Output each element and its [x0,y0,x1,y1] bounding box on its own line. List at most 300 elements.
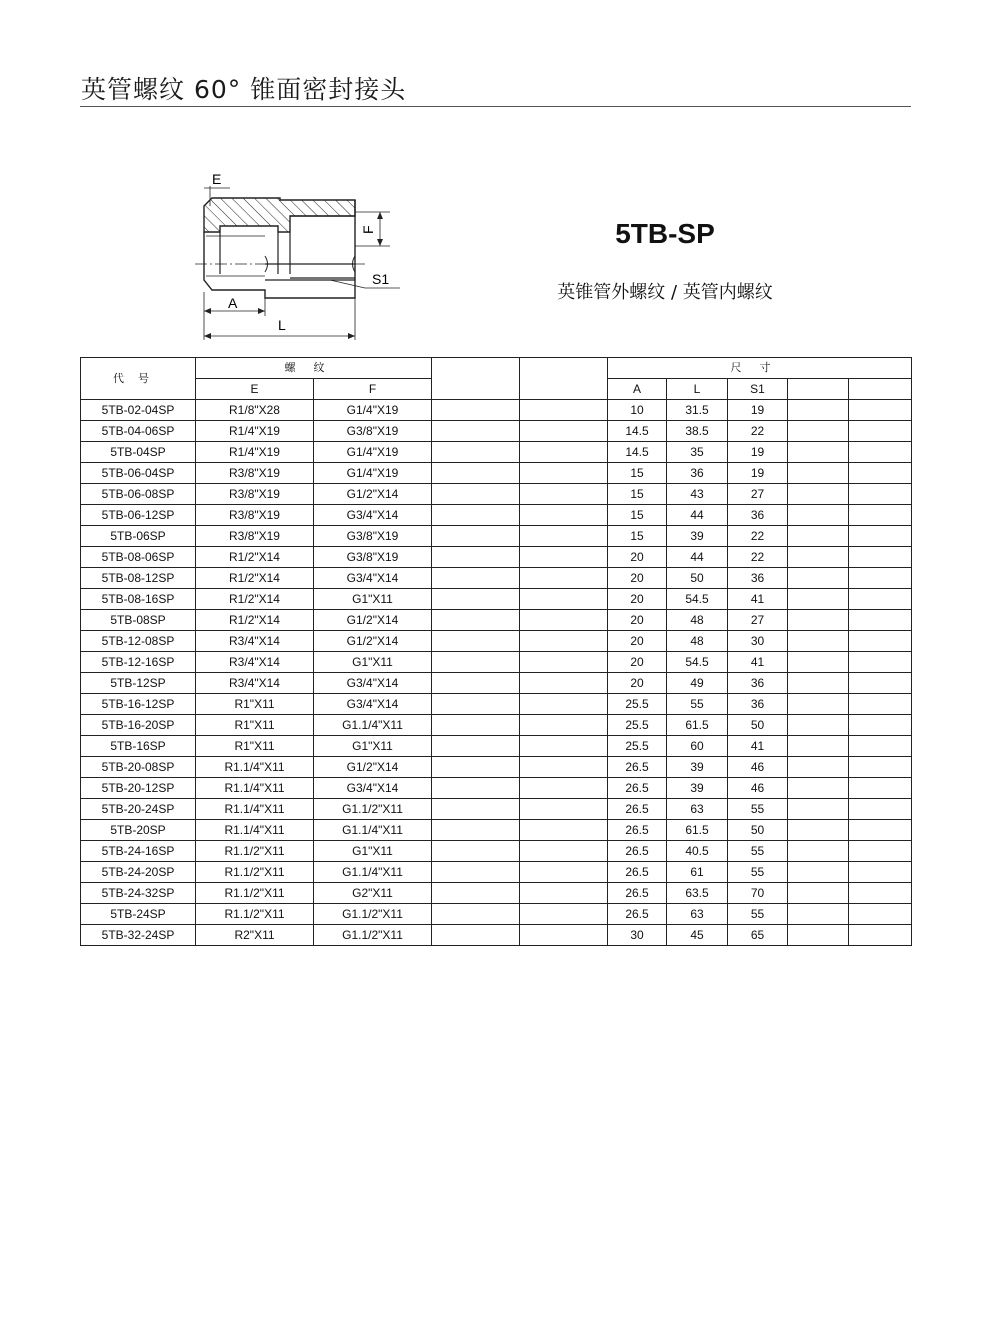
cell-blank [432,463,520,484]
table-row [81,799,912,820]
cell-dim-a: 15 [608,505,667,526]
cell-dim-l: 60 [667,736,728,757]
table-row [81,400,912,421]
cell-blank [788,904,849,925]
cell-dim-l: 36 [667,463,728,484]
label-s1: S1 [372,271,390,287]
cell-thread-e: R1.1/4"X11 [196,757,314,778]
header-blank-1 [432,358,520,400]
cell-code: 5TB-12SP [81,673,196,694]
cell-thread-f: G1/4"X19 [314,400,432,421]
cell-blank [788,484,849,505]
cell-dim-s1: 50 [728,820,788,841]
cell-dim-s1: 36 [728,505,788,526]
fitting-drawing [190,168,405,348]
cell-thread-f: G1"X11 [314,736,432,757]
header-blank-2 [520,358,608,400]
cell-blank [520,484,608,505]
cell-thread-e: R1"X11 [196,694,314,715]
model-number: 5TB-SP [615,218,715,249]
cell-blank [520,673,608,694]
cell-blank [432,715,520,736]
cell-blank [432,547,520,568]
cell-code: 5TB-12-08SP [81,631,196,652]
cell-code: 5TB-20-08SP [81,757,196,778]
cell-thread-e: R2"X11 [196,925,314,946]
cell-thread-f: G1"X11 [314,589,432,610]
cell-dim-a: 15 [608,484,667,505]
cell-code: 5TB-04SP [81,442,196,463]
page-title: 英管螺纹 60° 锥面密封接头 [81,75,407,104]
cell-thread-f: G1/2"X14 [314,610,432,631]
cell-thread-e: R1"X11 [196,736,314,757]
cell-dim-l: 43 [667,484,728,505]
cell-blank [432,736,520,757]
cell-blank [520,652,608,673]
cell-blank [788,589,849,610]
cell-blank [520,505,608,526]
cell-dim-s1: 22 [728,547,788,568]
cell-blank [849,820,912,841]
cell-dim-l: 63.5 [667,883,728,904]
table-row [81,904,912,925]
cell-dim-s1: 41 [728,736,788,757]
cell-dim-l: 39 [667,526,728,547]
cell-thread-f: G1/4"X19 [314,463,432,484]
cell-blank [849,736,912,757]
cell-blank [432,673,520,694]
table-row [81,610,912,631]
cell-dim-s1: 41 [728,652,788,673]
cell-code: 5TB-08-06SP [81,547,196,568]
spec-table [80,357,912,946]
cell-thread-f: G3/4"X14 [314,778,432,799]
cell-dim-s1: 27 [728,484,788,505]
cell-blank [432,421,520,442]
cell-code: 5TB-06SP [81,526,196,547]
cell-thread-e: R3/8"X19 [196,463,314,484]
cell-code: 5TB-08-16SP [81,589,196,610]
cell-blank [520,715,608,736]
cell-blank [520,778,608,799]
cell-blank [849,400,912,421]
cell-blank [788,841,849,862]
cell-dim-s1: 46 [728,757,788,778]
table-row [81,442,912,463]
cell-code: 5TB-16SP [81,736,196,757]
table-row [81,694,912,715]
cell-dim-l: 39 [667,757,728,778]
cell-dim-a: 25.5 [608,694,667,715]
cell-dim-a: 14.5 [608,442,667,463]
table-row [81,484,912,505]
cell-thread-f: G1.1/4"X11 [314,820,432,841]
cell-thread-f: G1.1/2"X11 [314,925,432,946]
cell-blank [520,589,608,610]
cell-dim-l: 61.5 [667,820,728,841]
cell-thread-f: G1.1/2"X11 [314,799,432,820]
cell-dim-a: 20 [608,673,667,694]
header-s1: S1 [728,379,788,400]
cell-blank [432,526,520,547]
cell-blank [849,673,912,694]
cell-thread-e: R1"X11 [196,715,314,736]
cell-dim-l: 55 [667,694,728,715]
cell-blank [520,841,608,862]
table-row [81,463,912,484]
table-row [81,736,912,757]
cell-dim-a: 26.5 [608,757,667,778]
cell-blank [849,925,912,946]
table-row [81,673,912,694]
cell-dim-a: 25.5 [608,736,667,757]
cell-blank [520,610,608,631]
table-row [81,631,912,652]
cell-thread-e: R3/8"X19 [196,484,314,505]
cell-blank [788,673,849,694]
cell-code: 5TB-16-20SP [81,715,196,736]
table-row [81,421,912,442]
cell-thread-e: R3/4"X14 [196,673,314,694]
cell-code: 5TB-12-16SP [81,652,196,673]
cell-blank [520,799,608,820]
cell-dim-a: 15 [608,463,667,484]
cell-blank [788,547,849,568]
cell-blank [849,715,912,736]
cell-blank [520,883,608,904]
cell-blank [849,484,912,505]
cell-dim-a: 26.5 [608,778,667,799]
cell-thread-e: R3/8"X19 [196,526,314,547]
table-row [81,925,912,946]
cell-thread-e: R1.1/4"X11 [196,799,314,820]
cell-blank [432,799,520,820]
cell-dim-s1: 46 [728,778,788,799]
table-row [81,589,912,610]
cell-blank [432,904,520,925]
cell-code: 5TB-20SP [81,820,196,841]
cell-dim-s1: 36 [728,673,788,694]
cell-dim-s1: 65 [728,925,788,946]
cell-blank [849,589,912,610]
cell-code: 5TB-16-12SP [81,694,196,715]
cell-blank [849,505,912,526]
cell-dim-a: 30 [608,925,667,946]
cell-thread-f: G1/2"X14 [314,484,432,505]
cell-code: 5TB-04-06SP [81,421,196,442]
cell-blank [432,841,520,862]
cell-dim-a: 20 [608,568,667,589]
cell-dim-a: 20 [608,610,667,631]
cell-dim-l: 61 [667,862,728,883]
cell-blank [432,631,520,652]
cell-blank [788,883,849,904]
cell-blank [849,799,912,820]
cell-blank [432,442,520,463]
cell-thread-e: R1/8"X28 [196,400,314,421]
cell-blank [788,505,849,526]
cell-blank [849,442,912,463]
cell-blank [849,526,912,547]
cell-dim-a: 15 [608,526,667,547]
cell-blank [849,421,912,442]
cell-dim-l: 31.5 [667,400,728,421]
cell-blank [849,841,912,862]
cell-blank [788,778,849,799]
cell-thread-e: R3/4"X14 [196,631,314,652]
title-divider [80,106,911,107]
cell-thread-f: G3/8"X19 [314,526,432,547]
cell-code: 5TB-06-12SP [81,505,196,526]
cell-blank [849,757,912,778]
cell-dim-s1: 50 [728,715,788,736]
cell-blank [849,568,912,589]
cell-blank [788,820,849,841]
table-row [81,883,912,904]
cell-dim-a: 10 [608,400,667,421]
cell-blank [788,736,849,757]
cell-dim-s1: 55 [728,841,788,862]
cell-dim-s1: 55 [728,862,788,883]
cell-thread-f: G2"X11 [314,883,432,904]
header-f: F [314,379,432,400]
cell-blank [849,694,912,715]
cell-thread-e: R1/2"X14 [196,589,314,610]
cell-thread-f: G3/4"X14 [314,694,432,715]
cell-blank [432,652,520,673]
cell-code: 5TB-24-32SP [81,883,196,904]
cell-blank [788,631,849,652]
cell-blank [520,694,608,715]
cell-code: 5TB-20-24SP [81,799,196,820]
cell-dim-l: 45 [667,925,728,946]
cell-blank [788,757,849,778]
table-row [81,568,912,589]
cell-blank [788,442,849,463]
table-row [81,526,912,547]
cell-dim-l: 54.5 [667,589,728,610]
cell-dim-l: 48 [667,610,728,631]
cell-dim-l: 44 [667,547,728,568]
cell-blank [520,925,608,946]
table-row [81,652,912,673]
cell-code: 5TB-02-04SP [81,400,196,421]
table-row [81,757,912,778]
label-f: F [360,225,376,234]
cell-dim-s1: 41 [728,589,788,610]
cell-thread-e: R1.1/4"X11 [196,820,314,841]
cell-thread-e: R1.1/2"X11 [196,841,314,862]
cell-blank [788,400,849,421]
cell-code: 5TB-32-24SP [81,925,196,946]
cell-thread-f: G3/4"X14 [314,568,432,589]
cell-blank [432,820,520,841]
cell-dim-a: 20 [608,631,667,652]
cell-blank [788,862,849,883]
cell-thread-e: R1.1/4"X11 [196,778,314,799]
header-e: E [196,379,314,400]
cell-thread-f: G3/4"X14 [314,505,432,526]
header-row-1 [81,358,912,379]
cell-thread-e: R1/2"X14 [196,547,314,568]
cell-dim-l: 61.5 [667,715,728,736]
cell-thread-e: R1/2"X14 [196,568,314,589]
cell-blank [520,631,608,652]
cell-blank [520,568,608,589]
cell-dim-a: 26.5 [608,904,667,925]
cell-code: 5TB-06-08SP [81,484,196,505]
cell-dim-a: 20 [608,652,667,673]
cell-dim-a: 14.5 [608,421,667,442]
table-row [81,547,912,568]
cell-blank [788,925,849,946]
cell-code: 5TB-24-20SP [81,862,196,883]
cell-dim-s1: 36 [728,568,788,589]
cell-thread-f: G3/4"X14 [314,673,432,694]
cell-dim-l: 38.5 [667,421,728,442]
cell-blank [849,610,912,631]
cell-dim-s1: 70 [728,883,788,904]
cell-dim-a: 20 [608,547,667,568]
cell-blank [788,694,849,715]
cell-dim-s1: 19 [728,463,788,484]
cell-blank [849,904,912,925]
cell-blank [432,883,520,904]
cell-blank [432,925,520,946]
cell-dim-l: 48 [667,631,728,652]
cell-blank [520,547,608,568]
cell-blank [520,421,608,442]
cell-dim-s1: 55 [728,904,788,925]
cell-dim-l: 50 [667,568,728,589]
cell-dim-l: 44 [667,505,728,526]
cell-dim-s1: 19 [728,442,788,463]
cell-code: 5TB-24SP [81,904,196,925]
cell-blank [849,547,912,568]
cell-dim-a: 26.5 [608,799,667,820]
cell-blank [849,631,912,652]
header-l: L [667,379,728,400]
cell-thread-e: R3/8"X19 [196,505,314,526]
cell-thread-e: R3/4"X14 [196,652,314,673]
label-l: L [278,317,286,333]
cell-dim-a: 25.5 [608,715,667,736]
cell-dim-s1: 19 [728,400,788,421]
cell-blank [788,610,849,631]
cell-thread-f: G1/2"X14 [314,757,432,778]
cell-code: 5TB-08-12SP [81,568,196,589]
cell-dim-s1: 30 [728,631,788,652]
cell-dim-a: 26.5 [608,883,667,904]
cell-thread-f: G1.1/4"X11 [314,715,432,736]
cell-dim-l: 49 [667,673,728,694]
cell-blank [520,463,608,484]
cell-blank [520,442,608,463]
cell-blank [849,778,912,799]
table-row [81,841,912,862]
cell-blank [432,694,520,715]
cell-blank [849,463,912,484]
table-row [81,715,912,736]
cell-thread-e: R1/4"X19 [196,442,314,463]
cell-blank [788,421,849,442]
cell-blank [520,820,608,841]
cell-thread-e: R1/4"X19 [196,421,314,442]
section-hatch [204,198,355,232]
cell-blank [849,883,912,904]
table-row [81,820,912,841]
cell-blank [788,652,849,673]
cell-dim-l: 54.5 [667,652,728,673]
cell-dim-l: 35 [667,442,728,463]
cell-blank [788,463,849,484]
table-row [81,862,912,883]
cell-thread-f: G1"X11 [314,841,432,862]
header-thread: 螺纹 [196,358,432,379]
cell-blank [520,400,608,421]
cell-dim-s1: 22 [728,421,788,442]
cell-blank [432,589,520,610]
cell-code: 5TB-08SP [81,610,196,631]
cell-thread-f: G1.1/2"X11 [314,904,432,925]
cell-thread-e: R1.1/2"X11 [196,862,314,883]
cell-blank [849,652,912,673]
cell-blank [432,505,520,526]
header-code: 代号 [81,358,196,400]
cell-blank [432,757,520,778]
table-row [81,778,912,799]
cell-dim-a: 20 [608,589,667,610]
cell-dim-l: 63 [667,799,728,820]
cell-dim-s1: 27 [728,610,788,631]
header-blank-3 [788,379,849,400]
cell-dim-l: 39 [667,778,728,799]
cell-code: 5TB-20-12SP [81,778,196,799]
cell-dim-s1: 55 [728,799,788,820]
cell-dim-l: 63 [667,904,728,925]
cell-blank [432,400,520,421]
cell-blank [520,526,608,547]
cell-thread-f: G1/4"X19 [314,442,432,463]
header-a: A [608,379,667,400]
cell-blank [520,736,608,757]
cell-blank [432,568,520,589]
cell-blank [788,568,849,589]
header-blank-4 [849,379,912,400]
cell-thread-f: G1/2"X14 [314,631,432,652]
cell-thread-e: R1.1/2"X11 [196,904,314,925]
cell-blank [432,862,520,883]
cell-code: 5TB-06-04SP [81,463,196,484]
cell-blank [432,610,520,631]
cell-blank [520,757,608,778]
cell-dim-s1: 22 [728,526,788,547]
cell-blank [432,484,520,505]
cell-dim-a: 26.5 [608,862,667,883]
cell-blank [788,715,849,736]
header-size: 尺寸 [608,358,912,379]
cell-thread-f: G3/8"X19 [314,421,432,442]
table-row [81,505,912,526]
cell-blank [520,862,608,883]
cell-thread-f: G1"X11 [314,652,432,673]
cell-blank [520,904,608,925]
cell-thread-e: R1.1/2"X11 [196,883,314,904]
cell-thread-f: G1.1/4"X11 [314,862,432,883]
cell-thread-e: R1/2"X14 [196,610,314,631]
cell-thread-f: G3/8"X19 [314,547,432,568]
model-description: 英锥管外螺纹 / 英管内螺纹 [557,282,773,303]
